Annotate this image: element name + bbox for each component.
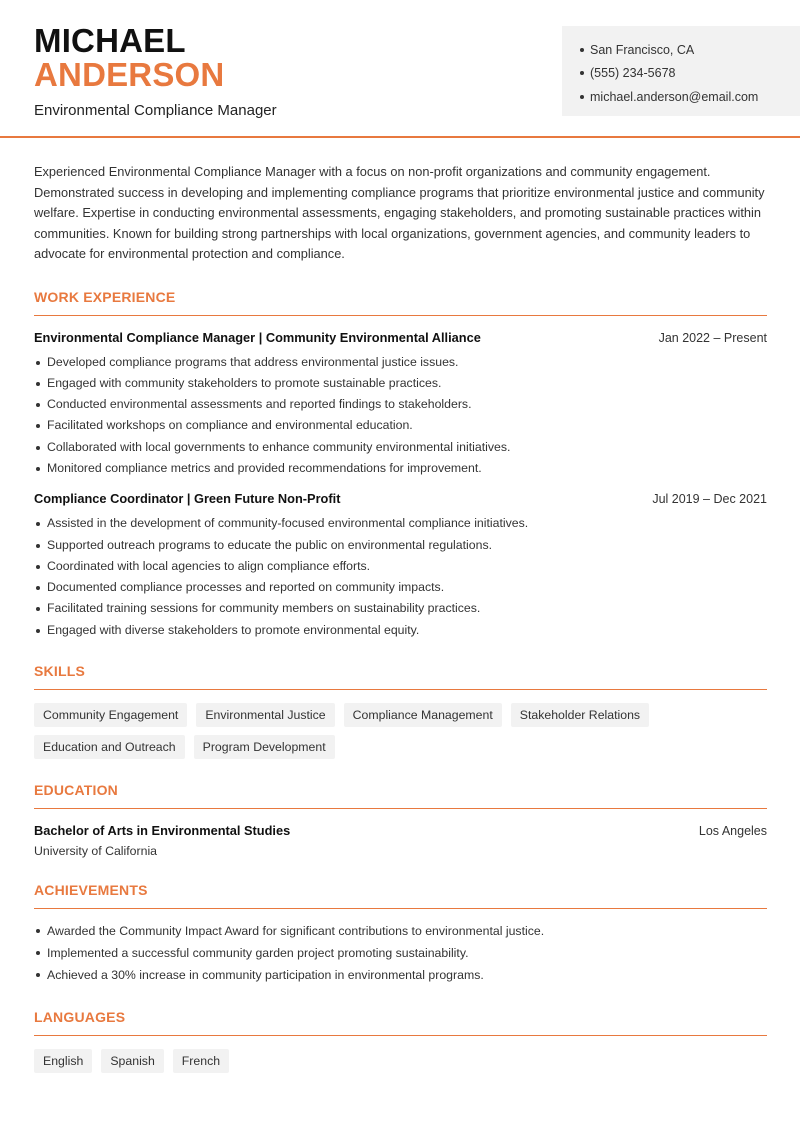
- job-heading: Compliance Coordinator | Green Future Non-Profit: [34, 491, 341, 507]
- contact-location: [580, 38, 800, 62]
- contact-phone-text: (555) 234-5678: [590, 66, 676, 81]
- skill-tag: Compliance Management: [344, 703, 502, 727]
- contact-phone: [580, 62, 800, 86]
- list-item: Monitored compliance metrics and provided recommendations for improvement.: [34, 458, 767, 479]
- contact-email: [580, 85, 800, 109]
- list-item: Engaged with community stakeholders to promote sustainable practices.: [34, 373, 767, 394]
- job-entry-2: [34, 491, 767, 641]
- job-title: Environmental Compliance Manager: [34, 102, 277, 119]
- skill-tag: Environmental Justice: [196, 703, 334, 727]
- list-item: Facilitated workshops on compliance and environmental education.: [34, 415, 767, 436]
- skills-tags: [34, 703, 767, 759]
- list-item: Implemented a successful community garden project promoting sustainability.: [34, 942, 767, 964]
- list-item: Collaborated with local governments to enhance community environmental initiatives.: [34, 437, 767, 458]
- language-tag: English: [34, 1049, 92, 1073]
- list-item: Coordinated with local agencies to align compliance efforts.: [34, 556, 767, 577]
- contact-location-text: San Francisco, CA: [590, 42, 695, 57]
- list-item: Engaged with diverse stakeholders to promote environmental equity.: [34, 620, 767, 641]
- bullet-dot-icon: [580, 48, 584, 52]
- list-item: Supported outreach programs to educate the public on environmental regulations.: [34, 535, 767, 556]
- achievements-section: [34, 882, 767, 986]
- skills-section-title: SKILLS: [34, 663, 767, 690]
- summary: Experienced Environmental Compliance Manager with a focus on non-profit organizations and community engagement. Demonstrated success in developing and implementing compliance programs that prioritize environmental justice and community welfare. Expertise in conducting environmental assessments, engaging stakeholders, and promoting sustainable practices within communities. Known for building strong partnerships with local organizations, government agencies, and community leaders to advocate for environmental protection and compliance.: [34, 164, 765, 261]
- contact-box: [562, 26, 800, 116]
- list-item: Documented compliance processes and reported on community impacts.: [34, 577, 767, 598]
- job-bullets: [34, 352, 767, 480]
- languages-section-title: LANGUAGES: [34, 1009, 767, 1036]
- job-dates: Jul 2019 – Dec 2021: [652, 492, 767, 507]
- education-location: Los Angeles: [698, 824, 767, 839]
- job-bullets: [34, 513, 767, 641]
- languages-section: [34, 1009, 767, 1073]
- resume-header: [0, 0, 800, 138]
- education-section: [34, 782, 767, 858]
- languages-tags: [34, 1049, 767, 1073]
- first-name: MICHAEL: [34, 22, 186, 59]
- job-row: [34, 491, 767, 506]
- job-heading: Environmental Compliance Manager | Community Environmental Alliance: [34, 329, 481, 345]
- last-name: ANDERSON: [34, 56, 225, 93]
- list-item: Assisted in the development of community-focused environmental compliance initiatives.: [34, 513, 767, 534]
- list-item: Developed compliance programs that address environmental justice issues.: [34, 352, 767, 373]
- list-item: Facilitated training sessions for community members on sustainability practices.: [34, 598, 767, 619]
- skill-tag: Community Engagement: [34, 703, 187, 727]
- job-entry-1: [34, 330, 767, 480]
- language-tag: French: [173, 1049, 229, 1073]
- bullet-dot-icon: [580, 71, 584, 75]
- name-block: [34, 24, 277, 119]
- list-item: Achieved a 30% increase in community participation in environmental programs.: [34, 964, 767, 986]
- education-section-title: EDUCATION: [34, 782, 767, 809]
- education-degree: Bachelor of Arts in Environmental Studies: [34, 823, 291, 839]
- work-section: [34, 289, 767, 642]
- list-item: Awarded the Community Impact Award for significant contributions to environmental justice.: [34, 920, 767, 942]
- skills-section: [34, 663, 767, 759]
- skill-tag: Education and Outreach: [34, 735, 185, 759]
- contact-email-text: michael.anderson@email.com: [590, 89, 759, 104]
- skill-tag: Stakeholder Relations: [511, 703, 649, 727]
- work-section-title: WORK EXPERIENCE: [34, 289, 767, 316]
- achievements-list: [34, 920, 767, 986]
- education-row: [34, 823, 767, 838]
- achievements-section-title: ACHIEVEMENTS: [34, 882, 767, 909]
- language-tag: Spanish: [101, 1049, 163, 1073]
- list-item: Conducted environmental assessments and reported findings to stakeholders.: [34, 394, 767, 415]
- education-entry: [34, 823, 767, 858]
- job-row: [34, 330, 767, 345]
- skill-tag: Program Development: [194, 735, 335, 759]
- resume-content: [34, 162, 767, 1073]
- bullet-dot-icon: [580, 95, 584, 99]
- education-school: University of California: [34, 844, 158, 859]
- job-dates: Jan 2022 – Present: [658, 330, 767, 345]
